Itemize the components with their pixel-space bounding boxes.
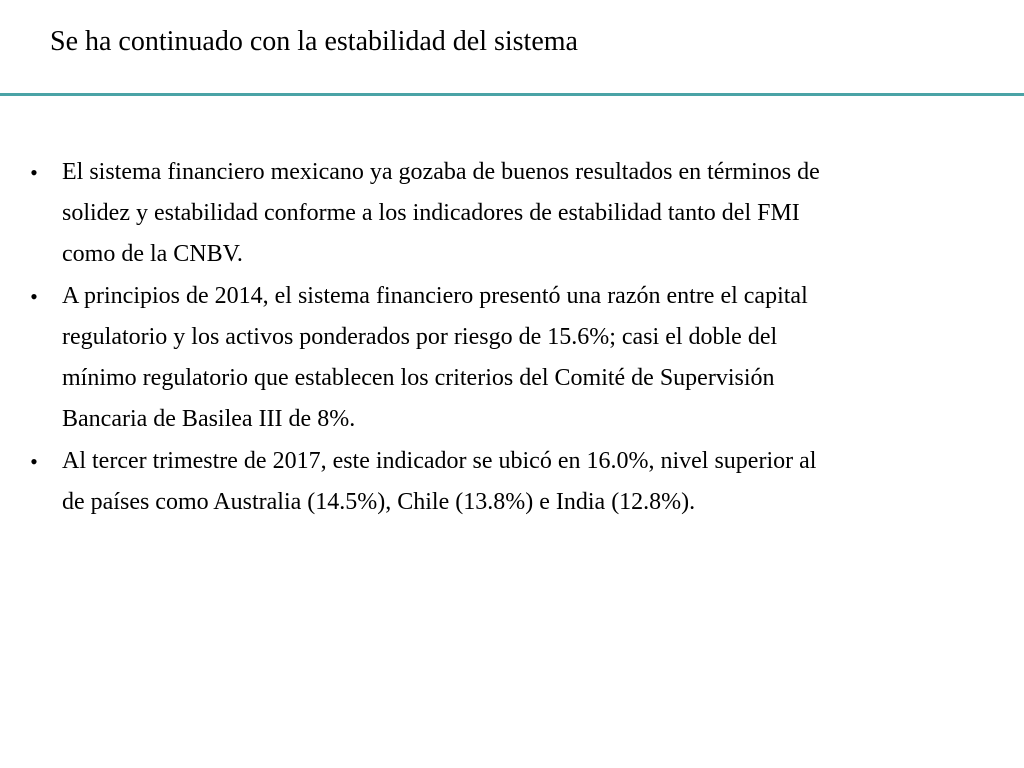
bullet-icon: • [30,160,38,185]
bullet-icon: • [30,284,38,309]
bullet-item-1 [0,152,962,275]
bullet-line: Al tercer trimestre de 2017, este indicador se ubicó en 16.0%, nivel superior al [62,448,817,474]
bullet-icon: • [30,449,38,474]
bullet-line: Bancaria de Basilea III de 8%. [62,406,356,432]
bullet-item-2 [0,276,962,440]
bullet-list [0,152,1024,524]
bullet-item-3 [0,441,962,523]
bullet-line: solidez y estabilidad conforme a los indicadores de estabilidad tanto del FMI [62,200,800,226]
bullet-line: mínimo regulatorio que establecen los criterios del Comité de Supervisión [62,365,775,391]
bullet-line: El sistema financiero mexicano ya gozaba de buenos resultados en términos de [62,159,820,185]
slide-title: Se ha continuado con la estabilidad del sistema [50,26,578,57]
bullet-line: de países como Australia (14.5%), Chile (13.8%) e India (12.8%). [62,489,696,515]
bullet-line: como de la CNBV. [62,241,243,267]
bullet-line: regulatorio y los activos ponderados por riesgo de 15.6%; casi el doble del [62,324,778,350]
bullet-line: A principios de 2014, el sistema financiero presentó una razón entre el capital [62,283,808,309]
title-divider [0,93,1024,96]
